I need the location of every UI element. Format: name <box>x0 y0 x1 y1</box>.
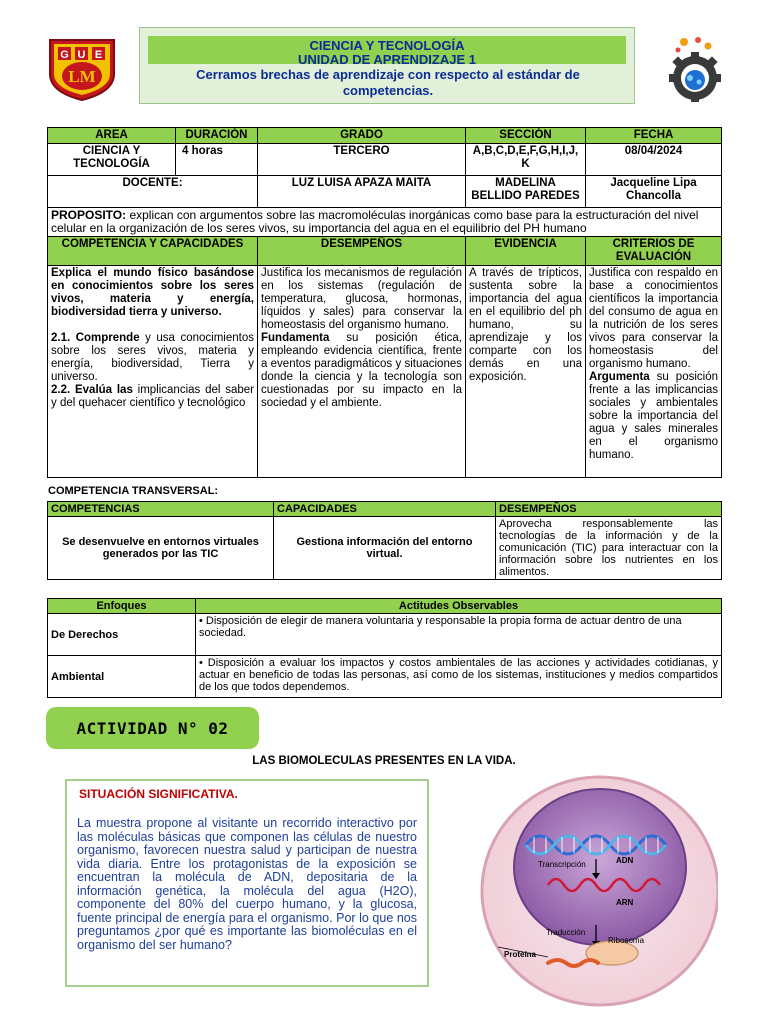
seccion-value: A,B,C,D,E,F,G,H,I,J,K <box>466 144 586 176</box>
criterio-2-label: Argumenta <box>589 371 650 383</box>
evidencia-cell: A través de trípticos, sustenta sobre la importancia del agua en el equilibrio del ph humano, su aprendizaje y los comparte con los demás en una exposición. <box>466 266 586 478</box>
capacidad-1-text: y usa conocimientos sobre los seres vivos, materia y energía, biodiversidad, Tierra y universo. <box>51 332 254 383</box>
transversal-row <box>48 517 722 580</box>
competencia-main: Explica el mundo físico basándose en conocimientos sobre los seres vivos, materia y energía, biodiversidad tierra y universo. <box>51 267 254 318</box>
competencia-header-row <box>48 237 722 266</box>
header-banner <box>139 27 635 104</box>
cell-dna-illustration <box>478 775 718 1007</box>
label-adn: ADN <box>616 856 634 865</box>
criterios-cell <box>586 266 722 478</box>
label-transcripcion: Transcripción <box>538 860 586 869</box>
activity-badge: ACTIVIDAD N° 02 <box>46 707 259 749</box>
proposito-label: PROPOSITO: <box>51 208 127 222</box>
transversal-table <box>47 501 722 580</box>
desempeno-2 <box>261 332 462 410</box>
proposito-text: explican con argumentos sobre las macromoléculas inorgánicas como base para la estructuración del nivel celular en la organización de los seres vivos, su importancia del agua en el equilibrio del PH humano <box>51 208 699 235</box>
science-gear-icon <box>664 34 726 104</box>
criterio-1: Justifica con respaldo en base a conocimientos científicos la importancia del consumo de agua en la nutrición de los seres vivos para conservar la homeostasis del organismo humano. <box>589 267 718 370</box>
activity-title: LAS BIOMOLECULAS PRESENTES EN LA VIDA. <box>252 755 516 767</box>
header-seccion: SECCIÓN <box>466 128 586 144</box>
competencia-row <box>48 266 722 478</box>
header-grado: GRADO <box>258 128 466 144</box>
info-table <box>47 127 722 478</box>
enfoque-row <box>48 614 722 656</box>
header-enfoques: Enfoques <box>48 599 196 614</box>
capacidad-1-label: 2.1. Comprende <box>51 332 140 344</box>
grado-value: TERCERO <box>258 144 466 176</box>
fecha-value: 08/04/2024 <box>586 144 722 176</box>
competencia-cell <box>48 266 258 478</box>
desempeno-2-text: su posición ética, empleando evidencia científica, frente a eventos paradigmáticos y situaciones donde la ciencia y la tecnología son cuestionadas por su impacto en la sociedad y el ambiente. <box>261 332 462 409</box>
enfoque-row <box>48 656 722 698</box>
criterio-2 <box>589 371 718 462</box>
enfoque-name: De Derechos <box>48 614 196 656</box>
capacidad-2-text: implicancias del saber y del quehacer científico y tecnológico <box>51 384 254 409</box>
docente-row <box>48 176 722 208</box>
transversal-desempeno: Aprovecha responsablemente las tecnologías de la información y de la comunicación (TIC) para interactuar con la información sobre los nutrientes en los alimentos. <box>496 517 722 580</box>
header-criterios: CRITERIOS DE EVALUACIÓN <box>586 237 722 266</box>
header-competencia: COMPETENCIA Y CAPACIDADES <box>48 237 258 266</box>
logo-monogram: LM <box>68 67 96 86</box>
transversal-capacidad: Gestiona información del entorno virtual. <box>274 517 496 580</box>
desempeno-2-label: Fundamenta <box>261 332 330 344</box>
label-ribosoma: Ribosoma <box>608 936 645 945</box>
transversal-competencia: Se desenvuelve en entornos virtuales generados por las TIC <box>48 517 274 580</box>
header-desempenos: DESEMPEÑOS <box>258 237 466 266</box>
capacidad-1 <box>51 332 254 384</box>
label-proteina: Proteína <box>504 950 537 959</box>
school-logo-icon <box>44 34 120 102</box>
header-area: AREA <box>48 128 176 144</box>
header-desempenos-t: DESEMPEÑOS <box>496 502 722 517</box>
logo-letter-u: U <box>77 49 86 61</box>
logo-letter-e: E <box>94 49 103 61</box>
unit-subtitle: Cerramos brechas de aprendizaje con respecto al estándar de competencias. <box>196 67 580 98</box>
docente-2: MADELINA BELLIDO PAREDES <box>466 176 586 208</box>
enfoque-text: • Disposición a evaluar los impactos y costos ambientales de las acciones y actividades cotidianas, y actuar en beneficio de todas las personas, así como de los sistemas, instituciones y medios compartidos de los que todos dependemos. <box>196 656 722 698</box>
situacion-title: SITUACIÓN SIGNIFICATIVA. <box>79 787 238 801</box>
proposito-cell <box>48 208 722 237</box>
header-duracion: DURACIÓN <box>176 128 258 144</box>
transversal-header-row <box>48 502 722 517</box>
header-fecha: FECHA <box>586 128 722 144</box>
logo-letter-g: G <box>60 49 69 61</box>
info-header-row <box>48 128 722 144</box>
enfoque-name: Ambiental <box>48 656 196 698</box>
desempeno-1: Justifica los mecanismos de regulación en los sistemas (regulación de temperatura, glucosa, hormonas, líquidos y sales) para conservar la homeostasis del organismo humano. <box>261 267 462 331</box>
header-capacidades: CAPACIDADES <box>274 502 496 517</box>
situacion-box <box>65 779 429 987</box>
docente-1: LUZ LUISA APAZA MAITA <box>258 176 466 208</box>
capacidad-2 <box>51 384 254 410</box>
docente-label: DOCENTE: <box>48 176 258 208</box>
label-arn: ARN <box>616 898 634 907</box>
desempenos-cell <box>258 266 466 478</box>
enfoques-header-row <box>48 599 722 614</box>
info-values-row <box>48 144 722 176</box>
header-actitudes: Actitudes Observables <box>196 599 722 614</box>
course-title: CIENCIA Y TECNOLOGÍA <box>309 38 465 53</box>
situacion-text: La muestra propone al visitante un recorrido interactivo por las moléculas básicas que componen las células de nuestro organismo, favorecen nuestra salud y participan de nuestra vida diaria. Entre los protagonistas de la exposición se encuentran la molécula de ADN, depositaria de la información genética, la molécula del agua (H2O), componente del 80% del cuerpo humano, y la glucosa, fuente principal de energía para el organismo. Por lo que nos preguntamos ¿por qué es importante las biomoléculas en el organismo del ser humano? <box>77 816 417 952</box>
label-traduccion: Traducción <box>546 928 586 937</box>
header-evidencia: EVIDENCIA <box>466 237 586 266</box>
enfoque-text: • Disposición de elegir de manera voluntaria y responsable la propia forma de actuar dentro de una sociedad. <box>196 614 722 656</box>
proposito-row <box>48 208 722 237</box>
transversal-label: COMPETENCIA TRANSVERSAL: <box>48 485 219 497</box>
duracion-value: 4 horas <box>176 144 258 176</box>
header-competencias: COMPETENCIAS <box>48 502 274 517</box>
enfoques-table <box>47 598 722 698</box>
unit-title: UNIDAD DE APRENDIZAJE 1 <box>298 52 476 67</box>
criterio-2-text: su posición frente a las implicancias sociales y ambientales sobre la importancia del agua y sales minerales en el organismo humano. <box>589 371 718 461</box>
docente-3: Jacqueline Lipa Chancolla <box>586 176 722 208</box>
capacidad-2-label: 2.2. Evalúa las <box>51 384 133 396</box>
area-value: CIENCIA Y TECNOLOGÍA <box>48 144 176 176</box>
